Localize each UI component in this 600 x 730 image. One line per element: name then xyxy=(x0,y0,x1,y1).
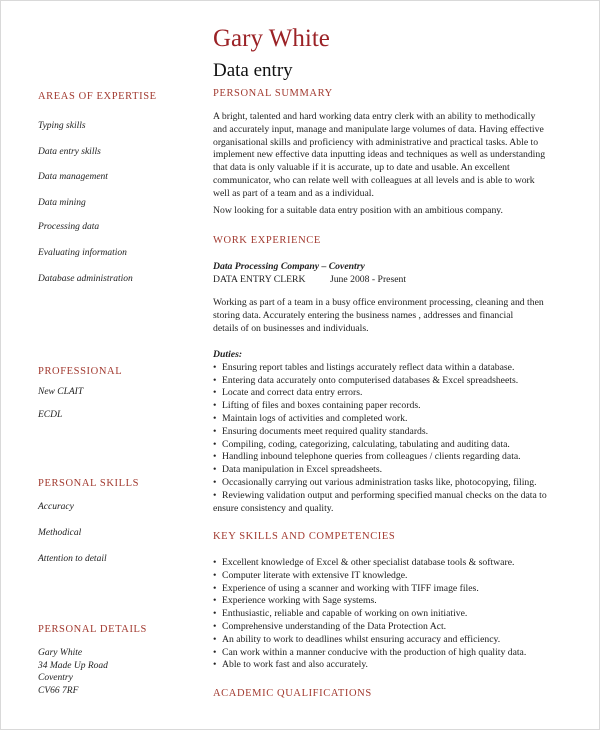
expertise-item: Database administration xyxy=(38,274,133,284)
personal-skill-item: Methodical xyxy=(38,528,82,538)
duty-item: • Reviewing validation output and performing specified manual checks on the data to xyxy=(213,490,575,503)
duty-item: • Locate and correct data entry errors. xyxy=(213,387,575,400)
duty-item: • Entering data accurately onto computerised databases & Excel spreadsheets. xyxy=(213,375,575,388)
summary-line: well as part of a team and as a individual. xyxy=(213,187,374,199)
key-skills-list xyxy=(213,557,575,672)
details-line: CV66 7RF xyxy=(38,685,79,696)
duty-item: • Ensuring documents meet required quality standards. xyxy=(213,426,575,439)
job-dates: June 2008 - Present xyxy=(329,273,407,285)
skill-item: • Comprehensive understanding of the Data Protection Act. xyxy=(213,621,575,634)
candidate-name: Gary White xyxy=(213,25,330,52)
duties-section xyxy=(213,349,575,515)
expertise-item: Data management xyxy=(38,172,108,182)
summary-line: and accurately input, manage and manipulate large volumes of data. Having effective xyxy=(213,123,544,135)
job-desc-line: storing data. Accurately entering the business names , addresses and financial xyxy=(213,309,514,321)
academic-qualifications-heading: ACADEMIC QUALIFICATIONS xyxy=(213,688,372,699)
skill-item: • Enthusiastic, reliable and capable of working on own initiative. xyxy=(213,608,575,621)
expertise-item: Processing data xyxy=(38,222,100,232)
duty-item: • Handling inbound telephone queries from colleagues / clients regarding data. xyxy=(213,451,575,464)
areas-of-expertise-heading: AREAS OF EXPERTISE xyxy=(38,91,157,102)
duty-item: • Lifting of files and boxes containing paper records. xyxy=(213,400,575,413)
company-name: Data Processing Company – Coventry xyxy=(213,261,365,272)
skill-item: • Computer literate with extensive IT knowledge. xyxy=(213,570,575,583)
details-line: 34 Made Up Road xyxy=(38,660,108,671)
duty-item: • Data manipulation in Excel spreadsheets. xyxy=(213,464,575,477)
professional-item: ECDL xyxy=(38,410,63,420)
summary-line: A bright, talented and hard working data entry clerk with an ability to methodically xyxy=(213,111,536,122)
summary-line: implement new effective data inputting ideas and techniques as well as understanding xyxy=(213,149,546,161)
personal-skill-item: Attention to detail xyxy=(38,554,107,564)
expertise-item: Evaluating information xyxy=(38,248,127,258)
summary-line: that data is only valuable if it is accurate, up to date and usable. An excellent xyxy=(213,162,510,174)
key-skills-heading: KEY SKILLS AND COMPETENCIES xyxy=(213,531,396,542)
details-line: Coventry xyxy=(38,673,73,683)
expertise-item: Data mining xyxy=(38,198,86,208)
skill-item: • Able to work fast and also accurately. xyxy=(213,659,575,672)
professional-heading: PROFESSIONAL xyxy=(38,366,123,377)
skill-item: • Experience of using a scanner and working with TIFF image files. xyxy=(213,583,575,596)
personal-skill-item: Accuracy xyxy=(38,502,74,512)
duties-label: Duties: xyxy=(213,349,243,360)
expertise-item: Data entry skills xyxy=(38,147,101,157)
professional-item: New CLAIT xyxy=(38,387,84,397)
duty-item: • Occasionally carrying out various administration tasks like, photocopying, filing. xyxy=(213,477,575,490)
work-experience-heading: WORK EXPERIENCE xyxy=(213,235,321,246)
duties-tail: ensure consistency and quality. xyxy=(213,502,334,514)
job-line xyxy=(213,274,575,287)
duty-item: • Maintain logs of activities and completed work. xyxy=(213,413,575,426)
summary-line: communicator, who can relate well with colleagues at all levels and is able to work xyxy=(213,174,535,186)
personal-summary-heading: PERSONAL SUMMARY xyxy=(213,88,333,99)
personal-details-address xyxy=(38,647,108,697)
duty-item: • Ensuring report tables and listings accurately reflect data within a database. xyxy=(213,362,575,375)
job-entry xyxy=(213,261,575,287)
summary-line: organisational skills and proficiency with administrative and practical tasks. Able to xyxy=(213,136,539,148)
personal-skills-heading: PERSONAL SKILLS xyxy=(38,478,140,489)
expertise-item: Typing skills xyxy=(38,121,86,131)
details-line: Gary White xyxy=(38,648,83,658)
key-skills-section xyxy=(213,557,575,672)
skill-item: • Experience working with Sage systems. xyxy=(213,595,575,608)
skill-item: • An ability to work to deadlines whilst ensuring accuracy and efficiency. xyxy=(213,634,575,647)
summary-looking-line: Now looking for a suitable data entry position with an ambitious company. xyxy=(213,204,503,216)
personal-details-heading: PERSONAL DETAILS xyxy=(38,624,147,635)
job-position: DATA ENTRY CLERK xyxy=(213,273,306,285)
duty-item: • Compiling, coding, categorizing, calculating, tabulating and auditing data. xyxy=(213,439,575,452)
duties-list xyxy=(213,362,575,503)
job-desc-line: details of on businesses and individuals. xyxy=(213,322,369,334)
job-description xyxy=(213,297,575,335)
skill-item: • Excellent knowledge of Excel & other specialist database tools & software. xyxy=(213,557,575,570)
candidate-title: Data entry xyxy=(213,60,293,81)
skill-item: • Can work within a manner conducive with the production of high quality data. xyxy=(213,647,575,660)
job-desc-line: Working as part of a team in a busy office environment processing, cleaning and then xyxy=(213,297,544,308)
personal-summary-text xyxy=(213,111,575,217)
